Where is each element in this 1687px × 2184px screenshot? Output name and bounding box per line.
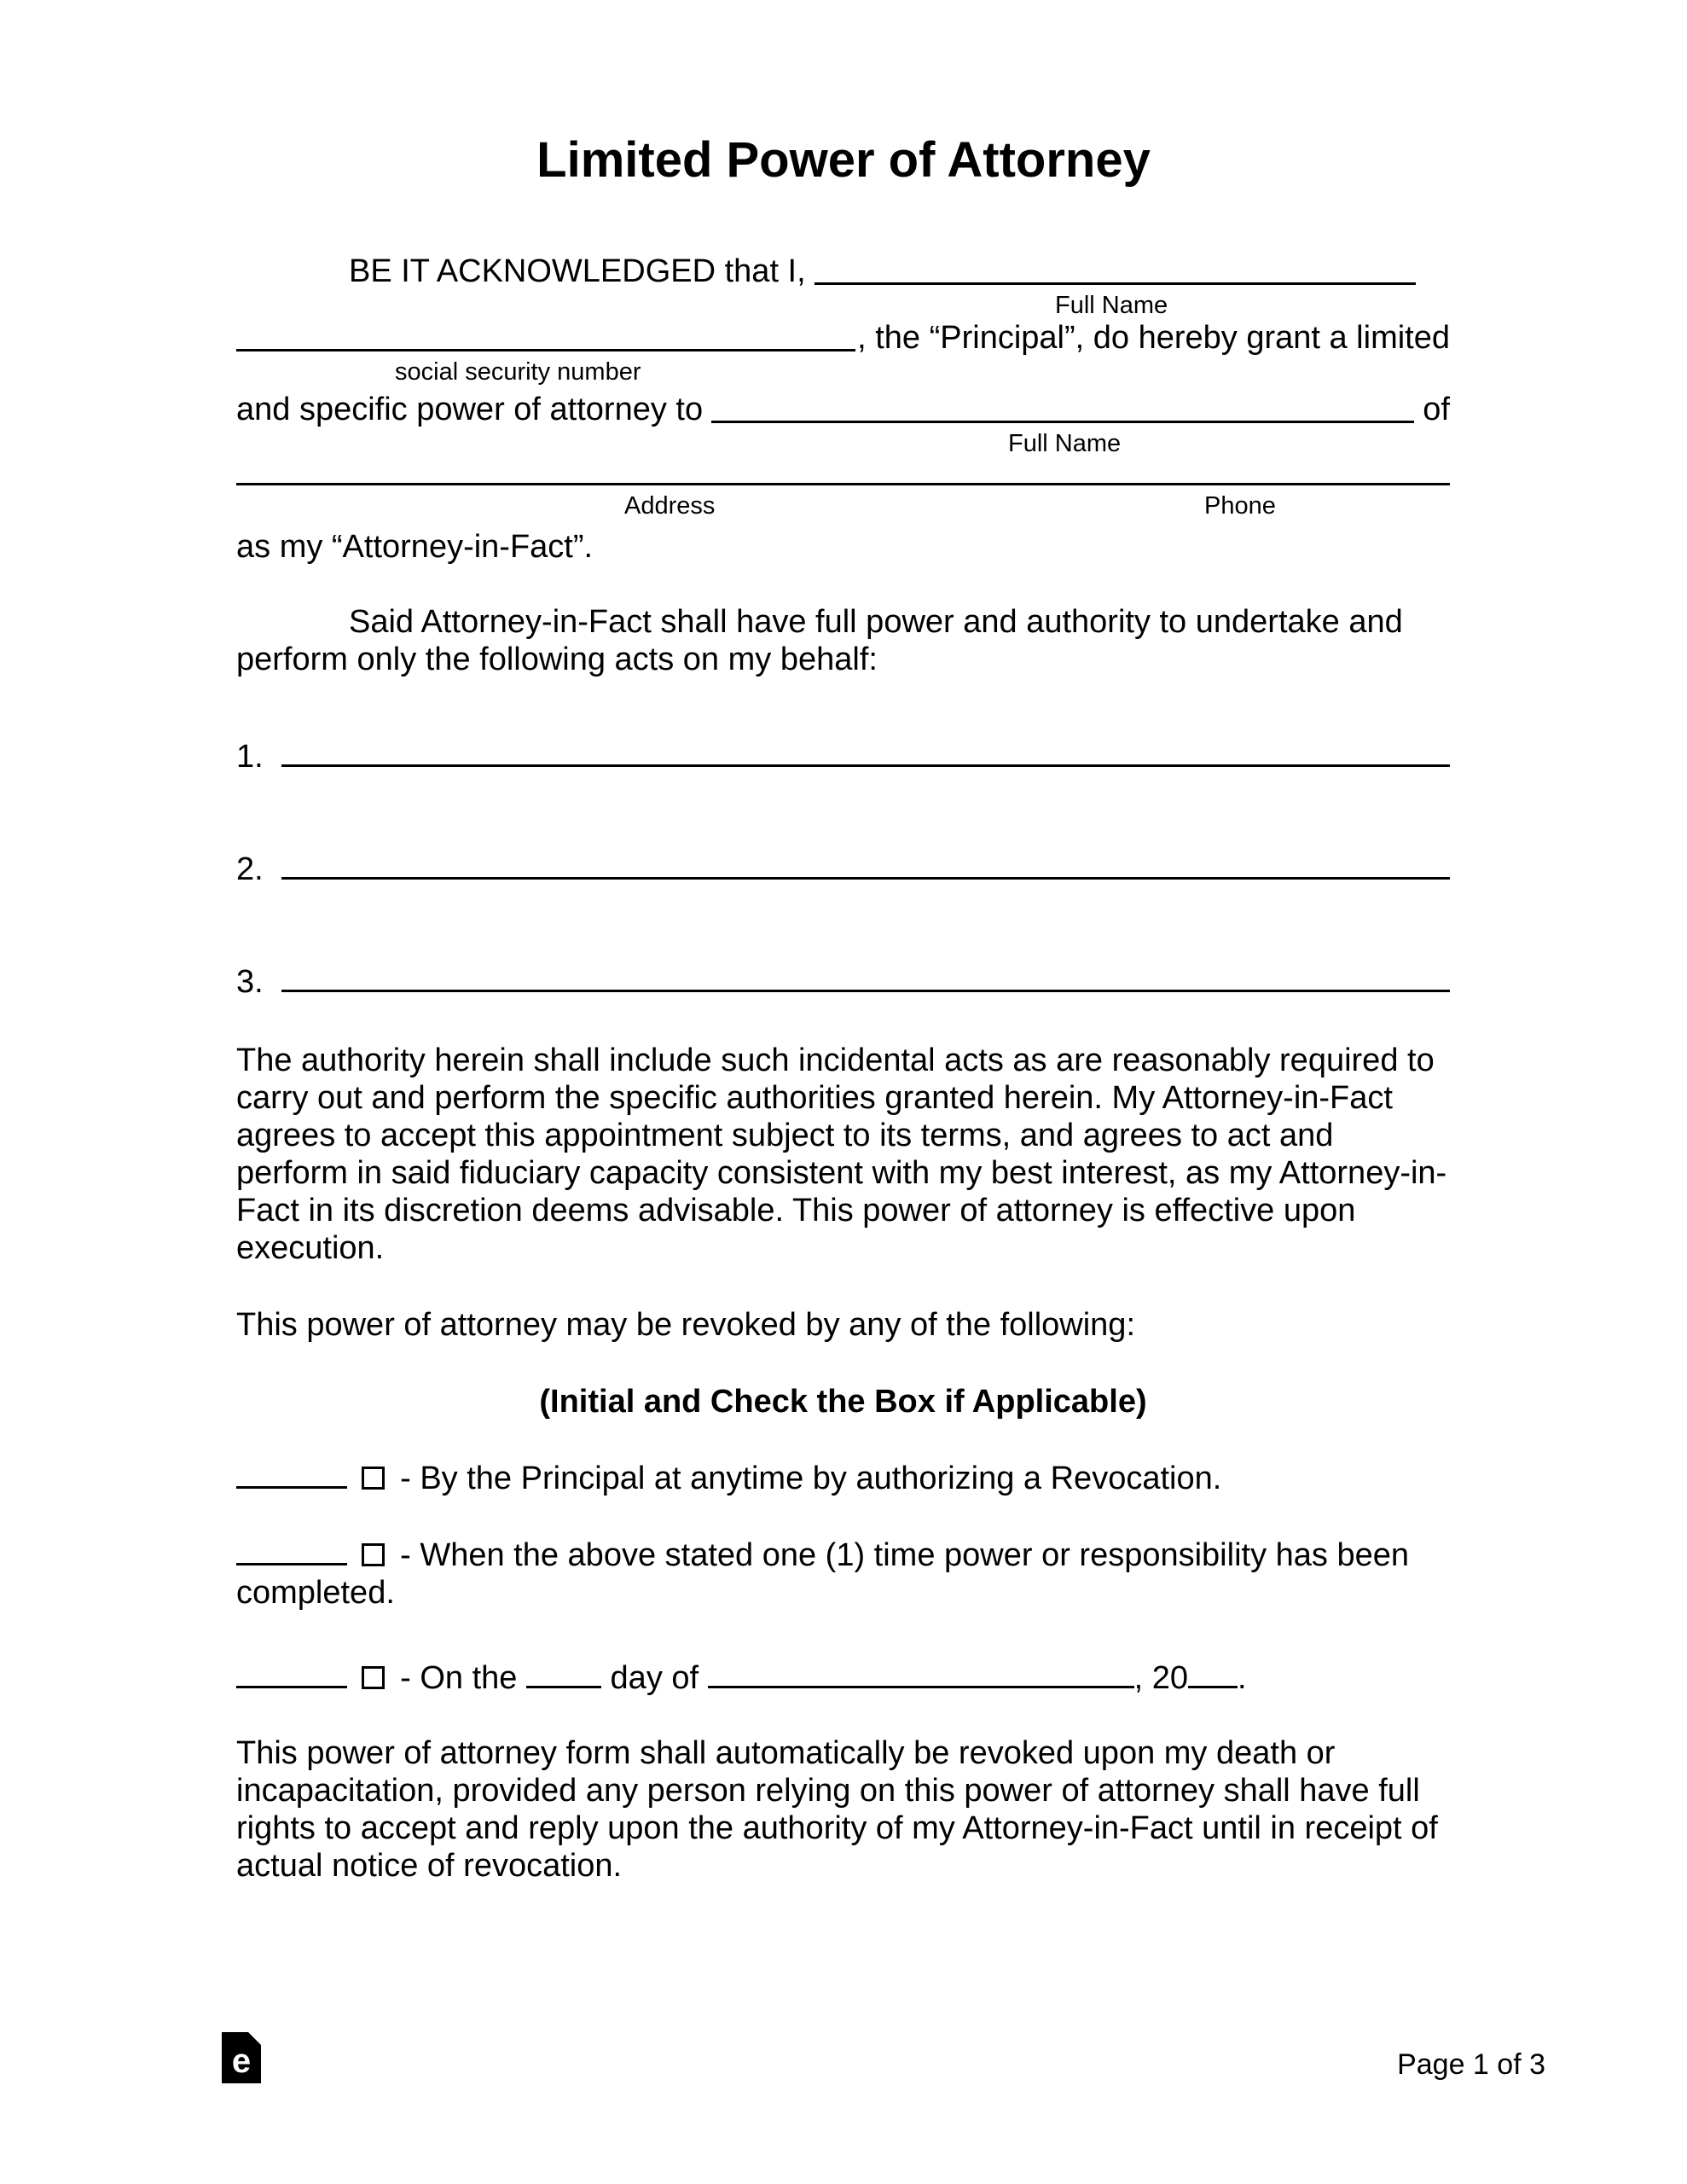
revocation-heading: (Initial and Check the Box if Applicable) xyxy=(539,1384,1147,1420)
address-label: Address xyxy=(624,492,716,520)
closing-paragraph: This power of attorney form shall automatically be revoked upon my death or incapacitation, provided any person relying on this power of attorney shall have full rights to accept and reply upon the authority of my Attorney-in-Fact until in receipt of actual notice of revocation. xyxy=(236,1735,1438,1884)
day-blank[interactable] xyxy=(526,1663,601,1688)
address-phone-labels xyxy=(236,492,1450,523)
item-number: 2. xyxy=(236,851,264,887)
initials-blank[interactable] xyxy=(236,1463,347,1489)
revocation-option-2-text: - When the above stated one (1) time power or responsibility has been completed. xyxy=(236,1537,1409,1611)
social-security-number-label: social security number xyxy=(395,358,641,386)
of-suffix-text: of xyxy=(1423,392,1450,427)
revocation-option-3-prefix: - On the xyxy=(400,1660,518,1696)
year-blank[interactable] xyxy=(1188,1663,1238,1688)
revocation-option-1 xyxy=(236,1460,1450,1497)
revocation-option-3-middle: day of xyxy=(610,1660,699,1696)
full-name-label: Full Name xyxy=(1055,292,1168,319)
checkbox[interactable] xyxy=(362,1467,385,1490)
checkbox[interactable] xyxy=(362,1666,385,1689)
eforms-logo xyxy=(222,2032,261,2083)
act-2-blank[interactable] xyxy=(281,851,1450,880)
address-phone-blank[interactable] xyxy=(236,483,1450,485)
initials-blank[interactable] xyxy=(236,1540,347,1565)
document-title: Limited Power of Attorney xyxy=(536,132,1151,188)
act-3-blank[interactable] xyxy=(281,963,1450,992)
agent-name-blank[interactable] xyxy=(711,391,1414,423)
grant-clause-line xyxy=(236,391,1450,428)
month-blank[interactable] xyxy=(708,1663,1134,1688)
acknowledged-text: BE IT ACKNOWLEDGED that I, xyxy=(349,253,806,289)
numbered-item-2 xyxy=(236,851,1450,888)
attorney-in-fact-clause: as my “Attorney-in-Fact”. xyxy=(236,529,594,565)
eforms-logo-letter: e xyxy=(231,2042,252,2080)
principal-clause-line xyxy=(236,319,1450,357)
item-number: 1. xyxy=(236,739,264,775)
revocation-option-1-text: - By the Principal at anytime by authorizing a Revocation. xyxy=(400,1461,1222,1496)
item-number: 3. xyxy=(236,964,264,1000)
act-1-blank[interactable] xyxy=(281,738,1450,767)
revocation-option-3 xyxy=(236,1659,1450,1697)
ssn-blank[interactable] xyxy=(236,319,855,351)
authority-paragraph: The authority herein shall include such incidental acts as are reasonably required to carry out and perform the specific authorities granted herein. My Attorney-in-Fact agrees to accept this appointment subject to its terms, and agrees to act and perform in said fiduciary capacity consistent with my best interest, as my Attorney-in-Fact in its discretion deems advisable. This power of attorney is effective upon execution. xyxy=(236,1043,1447,1266)
page-number: Page 1 of 3 xyxy=(1397,2048,1545,2081)
phone-label: Phone xyxy=(1204,492,1276,520)
acknowledgement-line xyxy=(236,253,1450,290)
revocation-option-2 xyxy=(236,1536,1450,1612)
revocation-option-3-period: . xyxy=(1238,1660,1247,1696)
checkbox[interactable] xyxy=(362,1543,385,1566)
grant-clause-text: and specific power of attorney to xyxy=(236,392,704,427)
initials-blank[interactable] xyxy=(236,1663,347,1688)
revocation-intro: This power of attorney may be revoked by any of the following: xyxy=(236,1307,1135,1343)
numbered-item-1 xyxy=(236,738,1450,775)
full-name-label: Full Name xyxy=(1008,430,1122,457)
said-paragraph: Said Attorney-in-Fact shall have full power and authority to undertake and perform only the following acts on my behalf: xyxy=(236,604,1403,677)
numbered-item-3 xyxy=(236,963,1450,1001)
principal-clause-text: , the “Principal”, do hereby grant a limited xyxy=(857,320,1450,356)
revocation-option-3-year-prefix: , 20 xyxy=(1133,1660,1189,1696)
principal-name-blank[interactable] xyxy=(815,253,1416,285)
document-body xyxy=(0,253,1687,1885)
